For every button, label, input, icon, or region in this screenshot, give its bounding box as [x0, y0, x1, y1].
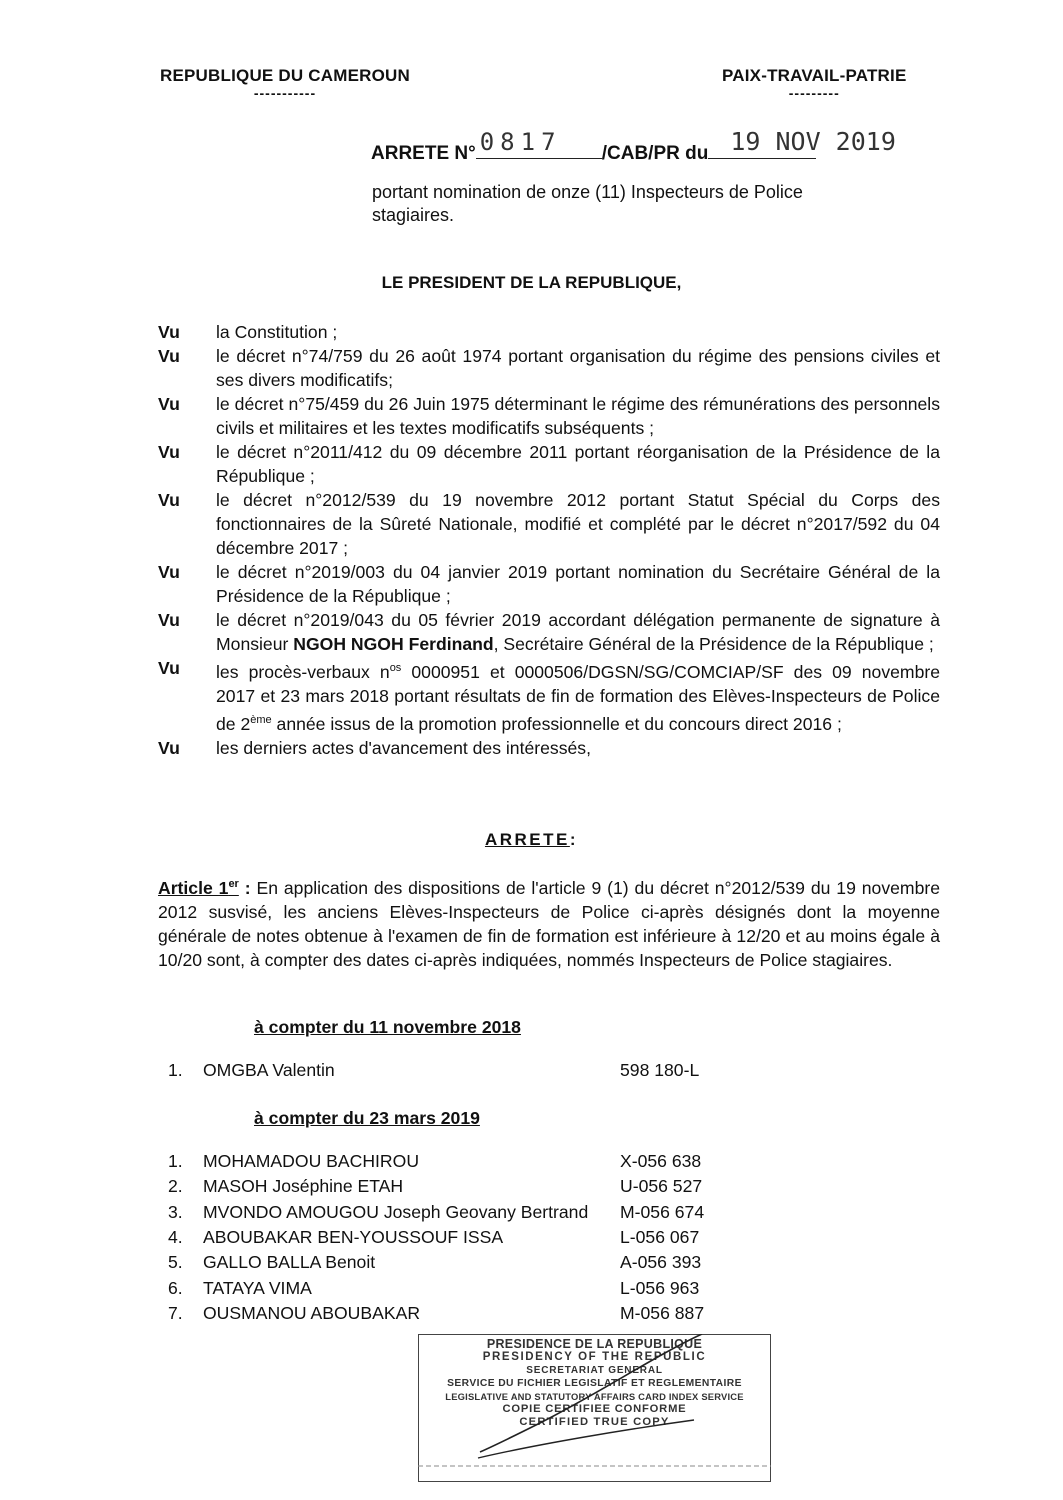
vu-item: [158, 320, 940, 344]
vu-label: Vu: [158, 737, 180, 758]
arrete-number-line: [371, 127, 896, 165]
vu-label: Vu: [158, 562, 180, 582]
article-1-text: En application des dispositions de l'article 9 (1) du décret n°2012/539 du 19 novembre 2012 susvisé, les anciens Elèves-Inspecteurs de Police ci-après désignés dont la moyenne générale de notes obtenue à l'examen de fin de formation est inférieure à 12/20 et au moins égale à 10/20 sont, à compter des dates ci-après indiquées, nommés Inspecteurs de Police stagiaires.: [158, 877, 940, 970]
vu-item: [158, 608, 940, 656]
vu-item: [158, 344, 940, 392]
stamp-line: SECRETARIAT GENERAL: [526, 1365, 663, 1376]
list-item: [168, 1250, 770, 1275]
list-number: 3.: [168, 1201, 183, 1222]
vu-text: les derniers actes d'avancement des intéressés,: [216, 737, 591, 758]
article-1-label-text: Article 1: [158, 877, 229, 898]
list-number: 6.: [168, 1277, 183, 1298]
vu-text-part: le décret n°2019/043 du 05 février 2019 accordant délégation permanente de signature à Monsieur: [216, 610, 940, 654]
vu-label: Vu: [158, 322, 180, 342]
arrete-heading: [0, 830, 1063, 850]
vu-item: [158, 488, 940, 560]
vu-text: le décret n°2019/003 du 04 janvier 2019 portant nomination du Secrétaire Général de la Présidence de la République ;: [216, 562, 940, 606]
vu-label: Vu: [158, 658, 180, 678]
arrete-subject: portant nomination de onze (11) Inspecteurs de Police stagiaires.: [372, 182, 803, 225]
person-name: ABOUBAKAR BEN-YOUSSOUF ISSA: [203, 1227, 504, 1248]
vu-label: Vu: [158, 490, 180, 510]
section-heading: à compter du 11 novembre 2018: [254, 1017, 521, 1037]
person-name: MVONDO AMOUGOU Joseph Geovany Bertrand: [203, 1201, 589, 1222]
vu-item: [158, 560, 940, 608]
person-matricule: U-056 527: [620, 1176, 703, 1197]
person-matricule: L-056 963: [620, 1277, 700, 1298]
list-number: 1.: [168, 1151, 183, 1172]
person-name: OUSMANOU ABOUBAKAR: [203, 1302, 421, 1323]
vu-item: [158, 736, 940, 760]
person-matricule: X-056 638: [620, 1151, 702, 1172]
arrete-heading-colon: :: [569, 830, 579, 849]
arrete-cab-pr: /CAB/PR du: [601, 143, 709, 164]
person-name: TATAYA VIMA: [203, 1277, 312, 1298]
list-number: 5.: [168, 1252, 183, 1273]
header-country-dashes: -----------: [253, 85, 317, 101]
superscript: ème: [250, 713, 272, 726]
vu-text-part: , Secrétaire Général de la Présidence de la République ;: [493, 634, 934, 654]
header-country-name: REPUBLIQUE DU CAMEROUN: [160, 66, 410, 85]
certification-stamp: [418, 1334, 771, 1482]
vu-label: Vu: [158, 394, 180, 414]
vu-text: [216, 608, 940, 656]
list-item: [168, 1200, 770, 1225]
list-item: [168, 1225, 770, 1250]
vu-text-part: 0000951 et 0000506/DGSN/SG/COMCIAP/SF des 09 novembre 2017 et 23 mars 2018 portant résultats de fin de formation des Elèves-Inspecteurs de Police de 2: [216, 661, 940, 734]
vu-text-part: les procès-verbaux n: [216, 661, 390, 682]
person-matricule: M-056 887: [620, 1302, 705, 1323]
person-name: OMGBA Valentin: [203, 1060, 335, 1081]
person-matricule: M-056 674: [620, 1201, 705, 1222]
list-item: [168, 1174, 770, 1199]
header-motto-text: PAIX-TRAVAIL-PATRIE: [722, 66, 907, 85]
stamp-line: PRESIDENCE DE LA REPUBLIQUE: [486, 1337, 703, 1351]
list-number: 1.: [168, 1060, 183, 1081]
header-motto: [722, 66, 907, 101]
list-item: [168, 1058, 770, 1083]
stamp-line: PRESIDENCY OF THE REPUBLIC: [482, 1351, 707, 1363]
superscript: os: [389, 662, 402, 674]
vu-text: [216, 656, 940, 736]
article-1-colon: :: [238, 877, 251, 898]
list-item: [168, 1149, 770, 1174]
list-number: 2.: [168, 1176, 183, 1197]
article-1-label: [158, 878, 239, 898]
list-number: 4.: [168, 1227, 183, 1248]
arrete-number-handwritten: 0817: [479, 128, 562, 156]
person-matricule: A-056 393: [620, 1252, 702, 1273]
arrete-date-handwritten: 19 NOV 2019: [730, 127, 896, 156]
vu-item: [158, 392, 940, 440]
arrete-number-field: [476, 128, 602, 159]
vu-item: [158, 656, 940, 736]
vu-text: le décret n°75/459 du 26 Juin 1975 déterminant le régime des rémunérations des personnels civils et militaires et les textes modificatifs subséquents ;: [216, 394, 940, 438]
list-item: [168, 1301, 770, 1326]
person-name: MOHAMADOU BACHIROU: [203, 1151, 420, 1172]
arrete-prefix: ARRETE N°: [371, 143, 476, 164]
article-1: [158, 872, 940, 972]
vu-item: [158, 440, 940, 488]
person-matricule: L-056 067: [620, 1227, 700, 1248]
vu-label: Vu: [158, 346, 180, 366]
header-country: [160, 66, 410, 101]
vu-label: Vu: [158, 442, 180, 462]
vu-text-part: année issus de la promotion professionnelle et du concours direct 2016 ;: [271, 713, 842, 734]
person-matricule: 598 180-L: [620, 1060, 700, 1081]
list-item: [168, 1275, 770, 1300]
signatory-name: NGOH NGOH Ferdinand: [293, 634, 494, 654]
roster-list: [168, 1149, 770, 1326]
vu-text: le décret n°2011/412 du 09 décembre 2011 portant réorganisation de la Présidence de la République ;: [216, 442, 940, 486]
person-name: MASOH Joséphine ETAH: [203, 1176, 404, 1197]
person-name: GALLO BALLA Benoit: [203, 1252, 376, 1273]
section-heading: à compter du 23 mars 2019: [254, 1108, 480, 1128]
stamp-line: LEGISLATIVE AND STATUTORY AFFAIRS CARD INDEX SERVICE: [445, 1391, 744, 1402]
arrete-date-field: [708, 127, 896, 159]
vu-text: le décret n°2012/539 du 19 novembre 2012 portant Statut Spécial du Corps des fonctionnaires de la Sûreté Nationale, modifié et complété par le décret n°2017/592 du 04 décembre 2017 ;: [216, 490, 940, 558]
president-heading: LE PRESIDENT DE LA REPUBLIQUE,: [381, 273, 682, 292]
header-motto-dashes: ---------: [788, 85, 840, 101]
stamp-line: CERTIFIED TRUE COPY: [519, 1416, 670, 1428]
vu-list: [158, 320, 940, 760]
vu-label: Vu: [158, 610, 180, 630]
arrete-heading-text: ARRETE: [484, 830, 570, 849]
handwritten-signature-icon: [418, 1334, 771, 1482]
vu-text: la Constitution ;: [216, 322, 338, 342]
roster-list: [168, 1058, 770, 1083]
vu-text: le décret n°74/759 du 26 août 1974 portant organisation du régime des pensions civiles et ses divers modificatifs;: [216, 346, 940, 390]
superscript: er: [228, 878, 239, 890]
list-number: 7.: [168, 1302, 183, 1323]
stamp-line: COPIE CERTIFIEE CONFORME: [502, 1403, 687, 1415]
stamp-line: SERVICE DU FICHIER LEGISLATIF ET REGLEMENTAIRE: [447, 1378, 742, 1389]
